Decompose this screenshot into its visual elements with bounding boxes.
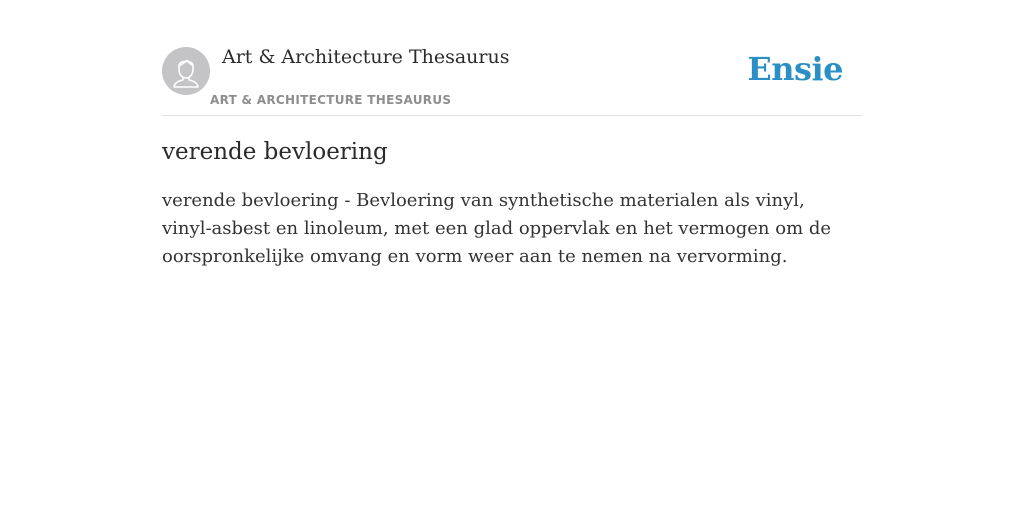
entry-card — [162, 40, 862, 271]
avatar[interactable] — [162, 47, 210, 95]
brand-logo[interactable]: Ensie — [747, 50, 843, 88]
entry-header — [162, 40, 862, 116]
entry-term: verende bevloering — [162, 139, 388, 165]
author-subtitle: ART & ARCHITECTURE THESAURUS — [210, 93, 452, 107]
author-name[interactable]: Art & Architecture Thesaurus — [222, 46, 510, 68]
user-icon — [162, 47, 210, 95]
entry-definition: verende bevloering - Bevloering van synthetische materialen als vinyl, vinyl-asbest en linoleum, met een glad oppervlak en het vermogen om de oorspronkelijke omvang en vorm weer aan te nemen na vervorming. — [162, 190, 832, 267]
